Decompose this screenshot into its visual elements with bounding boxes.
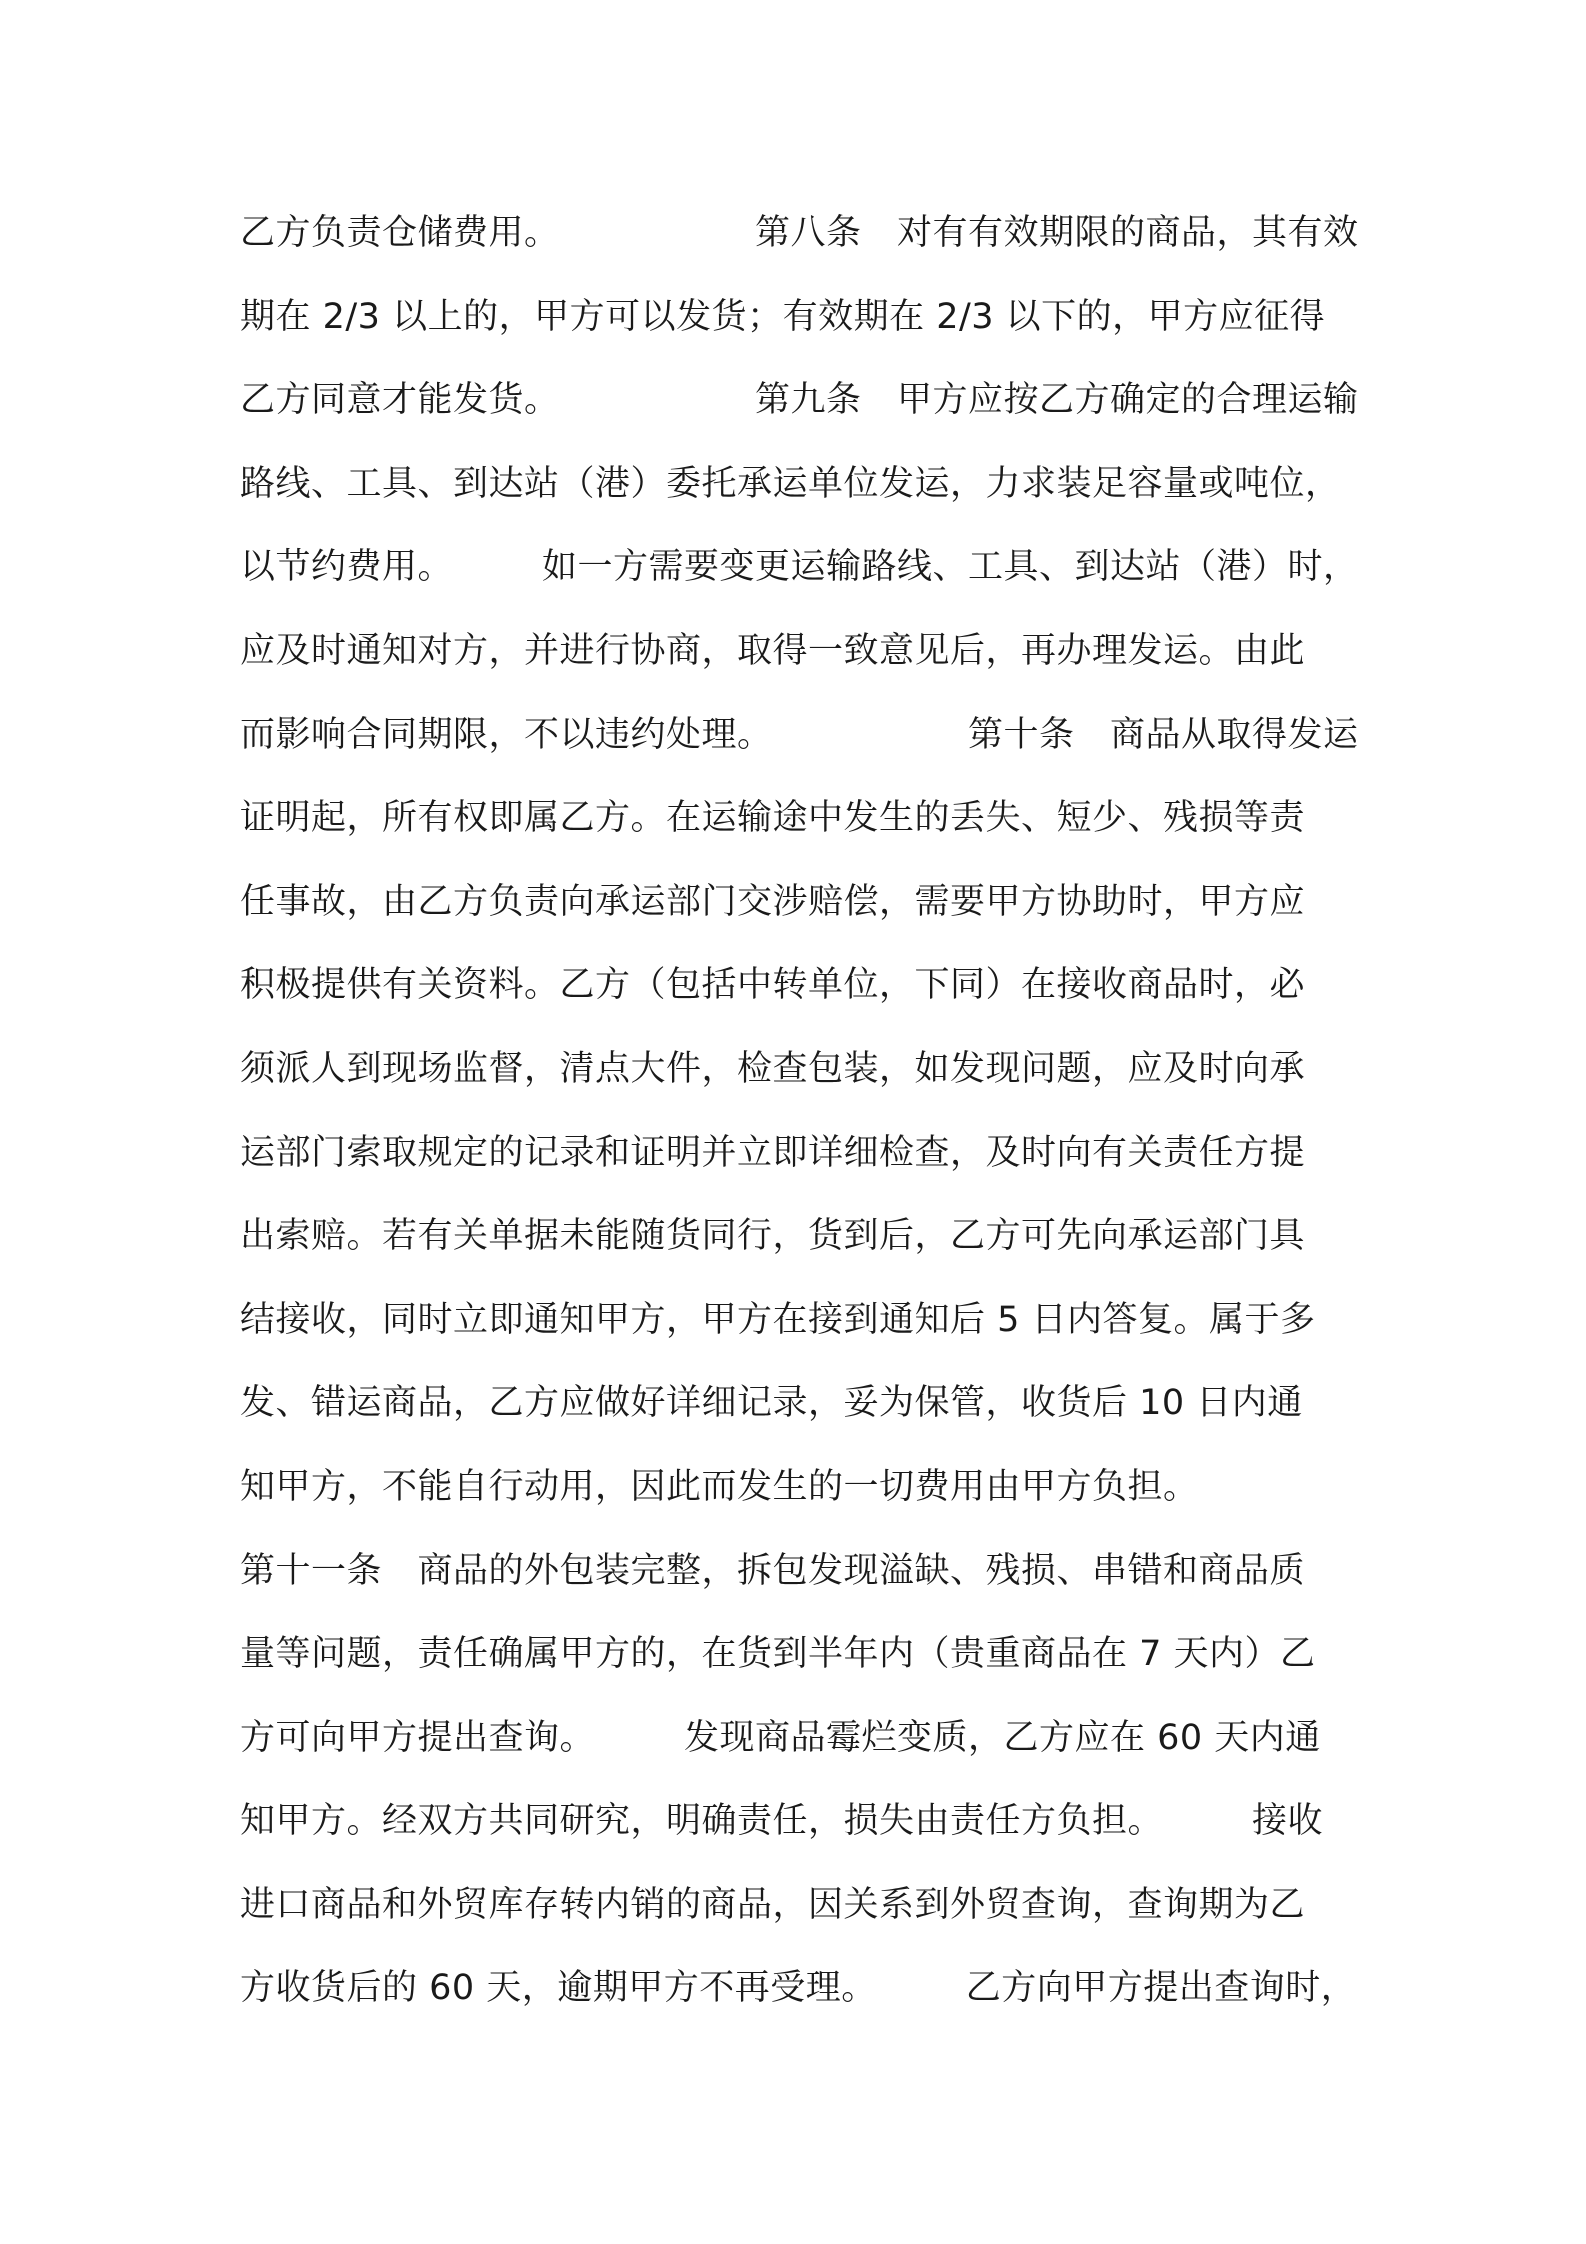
text-line: 积极提供有关资料。乙方（包括中转单位，下同）在接收商品时，必 bbox=[240, 965, 1306, 1006]
text-line: 乙方同意才能发货。 第九条 甲方应按乙方确定的合理运输 bbox=[240, 380, 1359, 421]
text-line: 路线、工具、到达站（港）委托承运单位发运，力求装足容量或吨位， bbox=[240, 463, 1341, 504]
contract-text-body bbox=[240, 192, 1380, 2031]
text-line: 运部门索取规定的记录和证明并立即详细检查，及时向有关责任方提 bbox=[240, 1132, 1306, 1173]
text-line: 进口商品和外贸库存转内销的商品，因关系到外贸查询，查询期为乙 bbox=[240, 1884, 1306, 1925]
text-line: 知甲方，不能自行动用，因此而发生的一切费用由甲方负担。 bbox=[240, 1466, 1199, 1507]
text-line: 应及时通知对方，并进行协商，取得一致意见后，再办理发运。由此 bbox=[240, 630, 1306, 671]
text-line: 证明起，所有权即属乙方。在运输途中发生的丢失、短少、残损等责 bbox=[240, 798, 1306, 839]
text-line: 方可向甲方提出查询。 发现商品霉烂变质，乙方应在 60 天内通 bbox=[240, 1717, 1321, 1758]
text-line: 而影响合同期限，不以违约处理。 第十条 商品从取得发运 bbox=[240, 714, 1359, 755]
text-line: 任事故，由乙方负责向承运部门交涉赔偿，需要甲方协助时，甲方应 bbox=[240, 881, 1306, 922]
text-line: 须派人到现场监督，清点大件，检查包装，如发现问题，应及时向承 bbox=[240, 1048, 1306, 1089]
text-line: 第十一条 商品的外包装完整，拆包发现溢缺、残损、串错和商品质 bbox=[240, 1550, 1306, 1591]
text-line: 方收货后的 60 天，逾期甲方不再受理。 乙方向甲方提出查询时， bbox=[240, 1968, 1357, 2009]
text-line: 以节约费用。 如一方需要变更运输路线、工具、到达站（港）时， bbox=[240, 547, 1359, 588]
text-line: 期在 2/3 以上的，甲方可以发货；有效期在 2/3 以下的，甲方应征得 bbox=[240, 296, 1326, 337]
text-line: 结接收，同时立即通知甲方，甲方在接到通知后 5 日内答复。属于多 bbox=[240, 1299, 1316, 1340]
text-line: 知甲方。经双方共同研究，明确责任，损失由责任方负担。 接收 bbox=[240, 1801, 1324, 1842]
text-line: 出索赔。若有关单据未能随货同行，货到后，乙方可先向承运部门具 bbox=[240, 1216, 1306, 1257]
text-line: 量等问题，责任确属甲方的，在货到半年内（贵重商品在 7 天内）乙 bbox=[240, 1634, 1316, 1675]
text-line: 发、错运商品，乙方应做好详细记录，妥为保管，收货后 10 日内通 bbox=[240, 1383, 1303, 1424]
text-line: 乙方负责仓储费用。 第八条 对有有效期限的商品，其有效 bbox=[240, 213, 1359, 253]
